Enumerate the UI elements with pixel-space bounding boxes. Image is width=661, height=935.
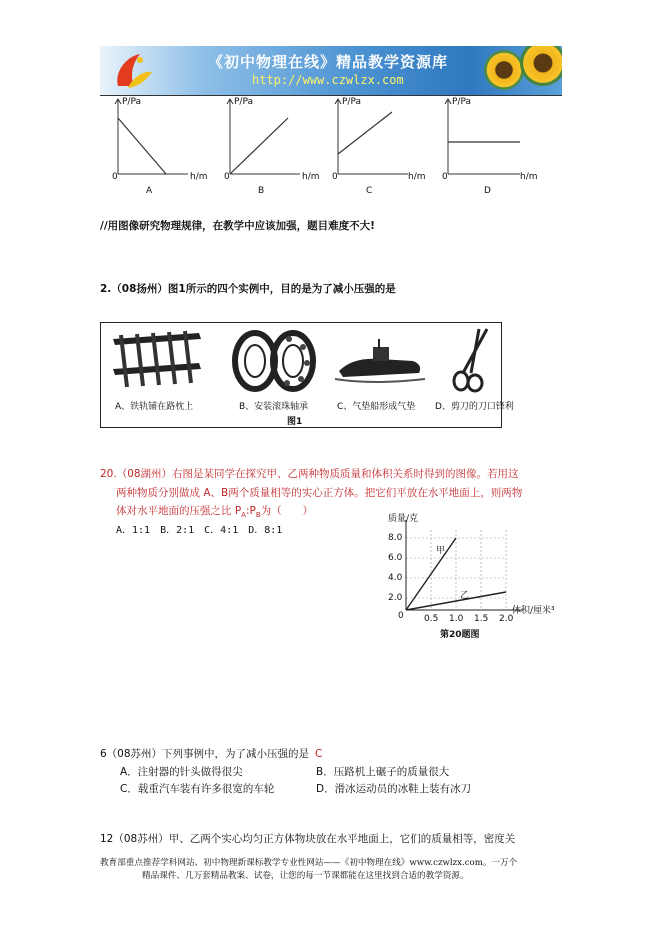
graph-c [335,99,408,174]
figure-caption-a: A、铁轨铺在路枕上 [115,402,194,412]
question-12-stem: 12（08苏州）甲、乙两个实心均匀正方体物块放在水平地面上，它们的质量相等，密度关 [100,833,516,845]
graph-b-xlabel: h/m [302,172,320,182]
chart-xtick-0-5: 0.5 [424,614,439,624]
chart-origin: 0 [398,611,404,621]
chart-ytick-2: 2.0 [388,593,403,603]
series-jia-label: 甲 [436,546,446,556]
graph-a-ylabel: P/Pa [122,97,141,107]
graph-b-ylabel: P/Pa [234,97,253,107]
banner-url: http://www.czwlzx.com [252,73,404,87]
graph-a-xlabel: h/m [190,172,208,182]
chart-ytick-8: 8.0 [388,533,403,543]
question-20-options: A．1:1 B．2:1 C．4:1 D．8:1 [116,525,283,536]
graph-d-label: D [484,186,491,196]
question-20-line-3: 体对水平地面的压强之比 $P_A:P_B$为（ ） [116,505,314,520]
question-6-option-d: D．滑冰运动员的冰鞋上装有冰刀 [316,783,472,795]
sunflower-image [520,46,562,86]
footer-line-2: 精品课件、几万套精品教案、试卷，让您的每一节课都能在这里找到合适的教学资源。 [142,871,469,881]
figure-1-box [100,322,514,428]
graph-d-origin: 0 [442,172,448,182]
sunflower-image [484,50,524,90]
graph-b-origin: 0 [224,172,230,182]
chart-xtick-1-0: 1.0 [449,614,464,624]
site-logo [110,50,154,92]
graph-a-label: A [146,186,153,196]
question-2-stem: 2.（08扬州）图1所示的四个实例中，目的是为了减小压强的是 [100,283,396,295]
chart-xtick-2-0: 2.0 [499,614,514,624]
graph-c-xlabel: h/m [408,172,426,182]
question-6-option-a: A．注射器的针头做得很尖 [120,766,243,778]
site-banner [100,46,562,96]
graph-d-ylabel: P/Pa [452,97,471,107]
graph-c-origin: 0 [332,172,338,182]
graph-c-ylabel: P/Pa [342,97,361,107]
hovercraft-illustration [333,335,427,387]
question-6-answer: C [315,748,323,760]
ball-bearing-illustration [231,327,321,393]
graph-d-xlabel: h/m [520,172,538,182]
banner-title: 《初中物理在线》精品教学资源库 [208,53,449,71]
pressure-depth-graphs [100,96,540,196]
question-6-option-b: B．压路机上碾子的质量很大 [316,766,450,778]
chart-xlabel: 体积/厘米³ [512,606,555,616]
figure-caption-c: C、气垫船形成气垫 [337,402,416,412]
chart-xtick-1-5: 1.5 [474,614,489,624]
chart-ytick-4: 4.0 [388,573,403,583]
series-yi-label: 乙 [460,591,470,601]
graph-b [227,99,300,174]
figure-1-label: 图1 [287,417,303,427]
figure-caption-b: B、安装滚珠轴承 [239,402,309,412]
chart-caption: 第20题图 [440,630,480,640]
question-6-option-c: C．载重汽车装有许多很宽的车轮 [120,783,275,795]
chart-ylabel: 质量/克 [388,514,419,524]
chart-gridlines [406,530,506,610]
footer-line-1: 教育部重点推荐学科网站、初中物理新课标教学专业性网站——《初中物理在线》www.czwlzx.com。一万个 [100,858,518,868]
question-6-stem: 6（08苏州）下列事例中，为了减小压强的是 C [100,748,323,760]
question-20-line-2: 两种物质分别做成 A、B两个质量相等的实心正方体。把它们平放在水平地面上，则两物 [116,487,523,499]
chart-ytick-6: 6.0 [388,553,403,563]
question-20-line-1: 20.（08湖州）右图是某同学在探究甲、乙两种物质质量和体积关系时得到的图像。若用这 [100,468,519,480]
graph-b-label: B [258,186,265,196]
teaching-comment: //用图像研究物理规律，在教学中应该加强，题目难度不大! [100,220,375,232]
graph-c-label: C [366,186,373,196]
scissors-illustration [449,327,495,393]
graph-a-origin: 0 [112,172,118,182]
graph-d [445,99,520,174]
railway-track-illustration [109,329,203,393]
figure-caption-d: D、剪刀的刀口锋利 [435,402,514,412]
graph-a [115,99,188,174]
